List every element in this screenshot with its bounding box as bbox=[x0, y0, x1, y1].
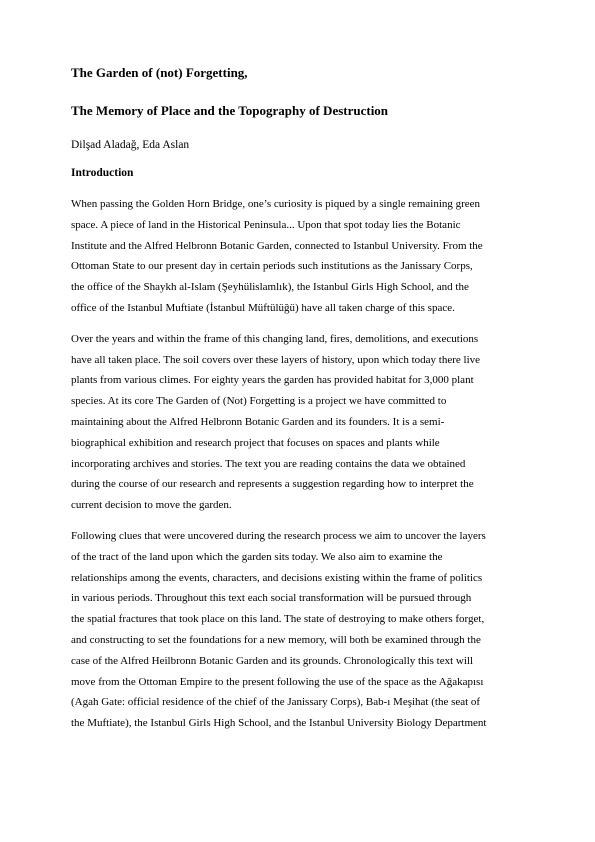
paragraph-line: Over the years and within the frame of this changing land, fires, demolitions, and executions bbox=[71, 332, 479, 345]
paragraph-line: biographical exhibition and research project that focuses on spaces and plants while bbox=[71, 436, 440, 449]
paragraph-line: plants from various climes. For eighty years the garden has provided habitat for 3,000 plant bbox=[71, 374, 474, 387]
paragraph-line: (Agah Gate: official residence of the chief of the Janissary Corps), Bab-ı Meşihat (the seat of bbox=[71, 696, 481, 709]
paragraph-line: of the tract of the land upon which the garden sits today. We also aim to examine the bbox=[71, 550, 443, 563]
paragraph-3 bbox=[71, 526, 526, 734]
paragraph-line: species. At its core The Garden of (Not) Forgetting is a project we have committed to bbox=[71, 395, 447, 408]
document-page bbox=[71, 64, 526, 744]
paragraph-2 bbox=[71, 329, 526, 516]
paragraph-line: during the course of our research and represents a suggestion regarding how to interpret the bbox=[71, 478, 474, 491]
document-title-line-1: The Garden of (not) Forgetting, bbox=[71, 65, 248, 80]
paragraph-1 bbox=[71, 194, 526, 319]
document-authors: Dilşad Aladağ, Eda Aslan bbox=[71, 139, 190, 151]
document-title-line-2: The Memory of Place and the Topography of Destruction bbox=[71, 103, 389, 118]
paragraph-line: the Muftiate), the Istanbul Girls High School, and the Istanbul University Biology Department bbox=[71, 717, 487, 730]
paragraph-line: space. A piece of land in the Historical Peninsula... Upon that spot today lies the Botanic bbox=[71, 218, 461, 231]
paragraph-line: and constructing to set the foundations for a new memory, will both be examined through the bbox=[71, 633, 481, 646]
paragraph-line: When passing the Golden Horn Bridge, one’s curiosity is piqued by a single remaining green bbox=[71, 198, 481, 210]
paragraph-line: maintaining about the Alfred Helbronn Botanic Garden and its founders. It is a semi- bbox=[71, 415, 445, 428]
paragraph-line: move from the Ottoman Empire to the present following the use of the space as the Ağakapısı bbox=[71, 675, 484, 688]
paragraph-line: in various periods. Throughout this text each social transformation will be pursued through bbox=[71, 592, 472, 605]
paragraph-line: case of the Alfred Heilbronn Botanic Garden and its grounds. Chronologically this text will bbox=[71, 654, 474, 667]
paragraph-line: incorporating archives and stories. The text you are reading contains the data we obtained bbox=[71, 457, 466, 470]
paragraph-line: office of the Istanbul Muftiate (İstanbul Müftülüğü) have all taken charge of this space. bbox=[71, 301, 455, 314]
paragraph-line: relationships among the events, characters, and decisions existing within the frame of politics bbox=[71, 571, 483, 584]
paragraph-line: the office of the Shaykh al-Islam (Şeyhülislamlık), the Istanbul Girls High School, and the bbox=[71, 281, 469, 294]
paragraph-line: the spatial fractures that took place on this land. The state of destroying to make others forget, bbox=[71, 613, 485, 626]
paragraph-line: have all taken place. The soil covers over these layers of history, upon which today there live bbox=[71, 353, 481, 366]
paragraph-line: Ottoman State to our present day in certain periods such institutions as the Janissary Corps, bbox=[71, 260, 473, 273]
paragraph-line: current decision to move the garden. bbox=[71, 499, 232, 512]
section-heading-introduction: Introduction bbox=[71, 167, 134, 179]
paragraph-line: Following clues that were uncovered during the research process we aim to uncover the layers bbox=[71, 529, 486, 542]
paragraph-line: Institute and the Alfred Helbronn Botanic Garden, connected to Istanbul University. From the bbox=[71, 239, 483, 252]
